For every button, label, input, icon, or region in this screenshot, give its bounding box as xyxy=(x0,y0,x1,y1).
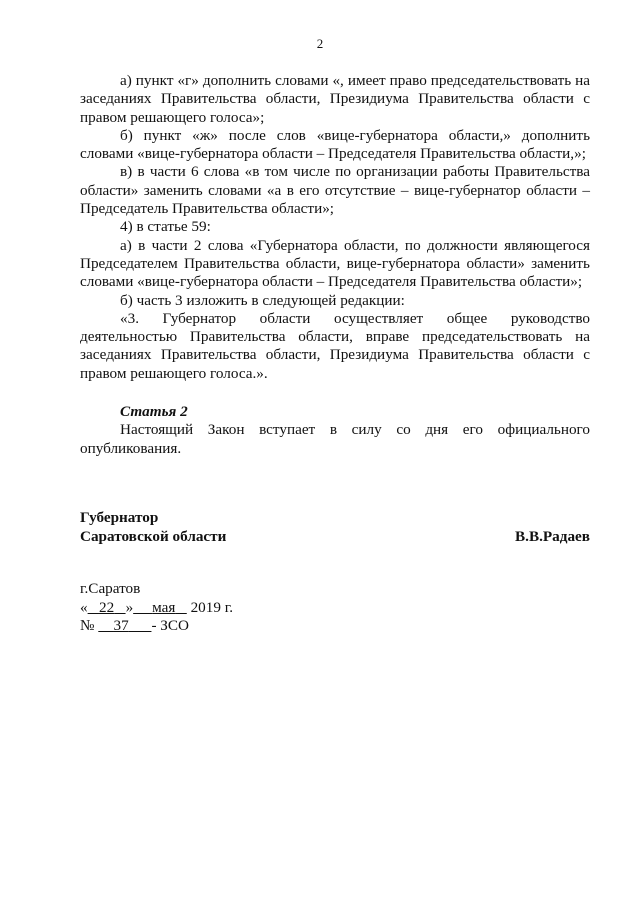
paragraph-amend-part-3: б) часть 3 изложить в следующей редакции: xyxy=(120,291,405,309)
date-line xyxy=(80,599,233,618)
page-number: 2 xyxy=(316,36,324,51)
paragraph-amend-item-g: а) пункт «г» дополнить словами «, имеет право председательствовать на заседаниях Правительства области, Президиума Правительства области с правом решающего голоса»; xyxy=(80,72,590,126)
signature-title-line2: Саратовской области xyxy=(80,527,227,545)
place-date-block xyxy=(80,580,233,636)
signature-name: В.В.Радаев xyxy=(515,527,590,545)
paragraph-article-59: 4) в статье 59: xyxy=(120,218,211,236)
number-prefix: № xyxy=(80,617,95,634)
signature-title-line1: Губернатор xyxy=(80,509,159,526)
date-open-quote: « xyxy=(80,598,88,616)
date-close-quote: » xyxy=(125,598,134,616)
date-year: 2019 г. xyxy=(190,598,234,616)
paragraph-amend-item-zh: б) пункт «ж» после слов «вице-губернатора области,» дополнить словами «вице-губернатора области – Председателя Правительства области,»; xyxy=(80,126,590,163)
paragraph-amend-part-6: в) в части 6 слова «в том числе по организации работы Правительства области» заменить словами «а в его отсутствие – вице-губернатор области – Председатель Правительства области»; xyxy=(80,163,590,218)
article-2-heading: Статья 2 xyxy=(120,403,188,421)
paragraph-amend-part-2: а) в части 2 слова «Губернатора области, по должности являющегося Председателем Правительства области, вице-губернатора области» заменить словами «вице-губернатора области – Председателя Правительства области»; xyxy=(80,236,590,291)
paragraph-new-part-3-text: «3. Губернатор области осуществляет общее руководство деятельностью Правительства области, вправе председательствовать на заседаниях Правительства области, Президиума Правительства области с правом решающего голоса.». xyxy=(80,309,590,382)
number-value: 37 xyxy=(113,617,129,634)
date-day: 22 xyxy=(98,598,115,616)
place: г.Саратов xyxy=(80,580,141,597)
number-suffix: - ЗСО xyxy=(151,617,190,634)
signature-block xyxy=(80,509,590,546)
number-line xyxy=(80,617,233,636)
document-body xyxy=(80,72,590,458)
date-month: мая xyxy=(152,598,176,616)
article-2-text: Настоящий Закон вступает в силу со дня его официального опубликования. xyxy=(80,421,590,457)
